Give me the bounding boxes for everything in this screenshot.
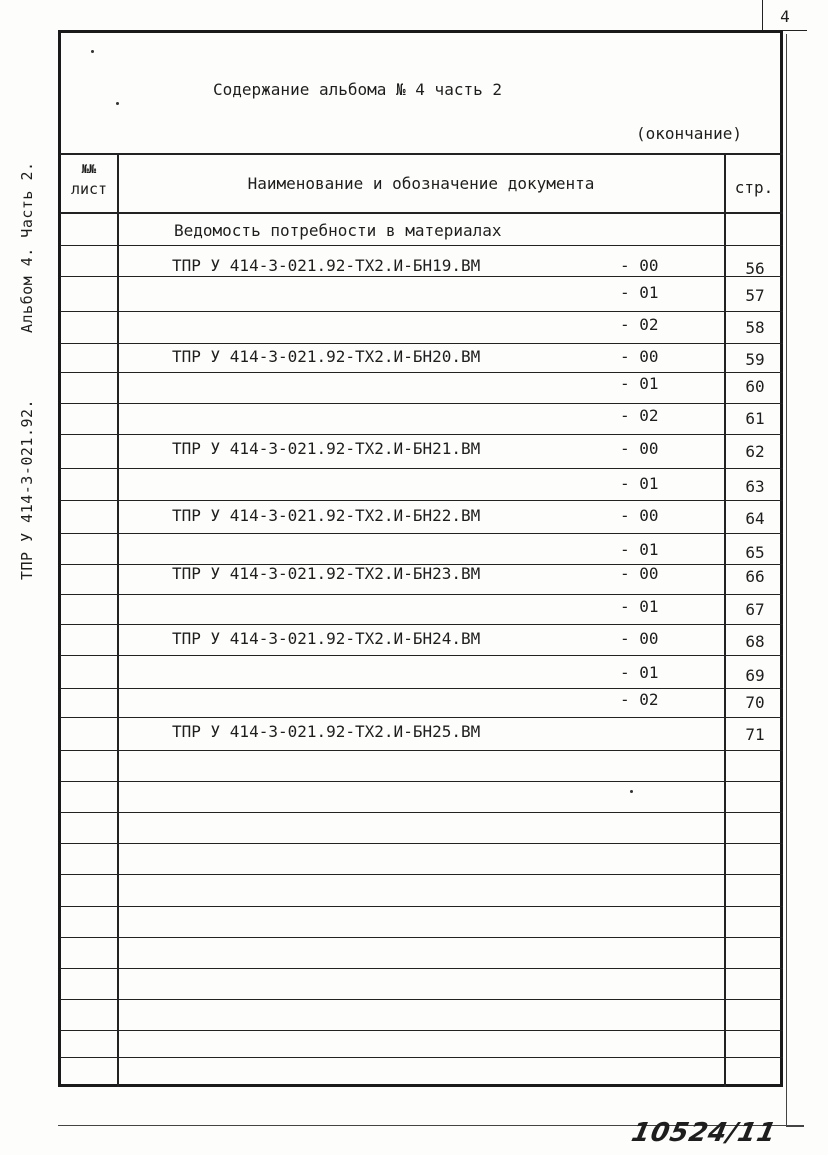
document-variant: - 01 xyxy=(620,540,659,559)
page-reference: 58 xyxy=(745,318,765,337)
table-rule xyxy=(60,1057,783,1058)
document-designation: ТПР У 414-3-021.92-ТХ2.И-БН25.ВМ xyxy=(172,722,481,741)
table-rule xyxy=(60,874,783,875)
document-designation: ТПР У 414-3-021.92-ТХ2.И-БН23.ВМ xyxy=(172,564,481,583)
document-designation: ТПР У 414-3-021.92-ТХ2.И-БН20.ВМ xyxy=(172,347,481,366)
page-reference: 64 xyxy=(745,509,765,528)
page-reference: 68 xyxy=(745,632,765,651)
page-subtitle: (окончание) xyxy=(636,124,742,143)
side-album-label: Альбом 4. Часть 2. xyxy=(18,161,36,333)
table-rule xyxy=(60,624,783,625)
page-reference: 70 xyxy=(745,693,765,712)
table-rule xyxy=(60,468,783,469)
table-rule xyxy=(60,717,783,718)
table-rule xyxy=(60,594,783,595)
page-reference: 59 xyxy=(745,350,765,369)
header-document-name: Наименование и обозначение документа xyxy=(247,174,595,193)
scan-speck xyxy=(630,790,633,793)
page-reference: 60 xyxy=(745,377,765,396)
document-variant: - 00 xyxy=(620,347,659,366)
frame-shadow xyxy=(786,34,804,1127)
document-variant: - 01 xyxy=(620,597,659,616)
table-rule xyxy=(60,750,783,751)
table-rule xyxy=(60,655,783,656)
header-sheet: лист xyxy=(70,180,108,198)
header-page: стр. xyxy=(734,178,774,197)
document-variant: - 01 xyxy=(620,374,659,393)
document-variant: - 00 xyxy=(620,564,659,583)
table-rule xyxy=(60,153,783,155)
scan-speck xyxy=(91,50,94,53)
page-title: Содержание альбома № 4 часть 2 xyxy=(213,80,502,99)
table-rule xyxy=(60,968,783,969)
page-number: 4 xyxy=(780,7,790,26)
table-rule xyxy=(60,500,783,501)
table-rule xyxy=(60,276,783,277)
page-reference: 61 xyxy=(745,409,765,428)
document-variant: - 02 xyxy=(620,690,659,709)
table-rule xyxy=(60,999,783,1000)
handwritten-archive-number: 10524/11 xyxy=(628,1118,780,1148)
side-document-code: ТПР У 414-3-021.92. xyxy=(18,398,36,580)
table-rule xyxy=(60,1030,783,1031)
page-reference: 62 xyxy=(745,442,765,461)
page-reference: 71 xyxy=(745,725,765,744)
table-rule xyxy=(60,403,783,404)
page-reference: 66 xyxy=(745,567,765,586)
page-reference: 57 xyxy=(745,286,765,305)
table-column-rule xyxy=(117,153,119,1087)
scan-speck xyxy=(116,102,119,105)
document-variant: - 00 xyxy=(620,439,659,458)
document-designation: ТПР У 414-3-021.92-ТХ2.И-БН24.ВМ xyxy=(172,629,481,648)
document-variant: - 00 xyxy=(620,629,659,648)
page-reference: 69 xyxy=(745,666,765,685)
page-reference: 65 xyxy=(745,543,765,562)
document-variant: - 01 xyxy=(620,283,659,302)
document-variant: - 00 xyxy=(620,506,659,525)
document-designation: ТПР У 414-3-021.92-ТХ2.И-БН22.ВМ xyxy=(172,506,481,525)
page-number-box xyxy=(762,0,807,31)
table-rule xyxy=(60,906,783,907)
document-variant: - 02 xyxy=(620,406,659,425)
table-rule xyxy=(60,372,783,373)
section-title: Ведомость потребности в материалах xyxy=(174,221,502,240)
document-variant: - 01 xyxy=(620,474,659,493)
table-rule xyxy=(60,812,783,813)
document-designation: ТПР У 414-3-021.92-ТХ2.И-БН19.ВМ xyxy=(172,256,481,275)
table-rule xyxy=(60,311,783,312)
table-rule xyxy=(60,688,783,689)
table-rule xyxy=(60,843,783,844)
document-variant: - 00 xyxy=(620,256,659,275)
document-variant: - 01 xyxy=(620,663,659,682)
page-reference: 63 xyxy=(745,477,765,496)
header-number-mark: №№ xyxy=(81,162,97,176)
document-designation: ТПР У 414-3-021.92-ТХ2.И-БН21.ВМ xyxy=(172,439,481,458)
page-reference: 56 xyxy=(745,259,765,278)
table-rule xyxy=(60,781,783,782)
table-rule xyxy=(60,245,783,246)
table-rule xyxy=(60,212,783,214)
table-rule xyxy=(60,434,783,435)
page-reference: 67 xyxy=(745,600,765,619)
document-variant: - 02 xyxy=(620,315,659,334)
table-rule xyxy=(60,533,783,534)
table-rule xyxy=(60,937,783,938)
table-rule xyxy=(60,343,783,344)
